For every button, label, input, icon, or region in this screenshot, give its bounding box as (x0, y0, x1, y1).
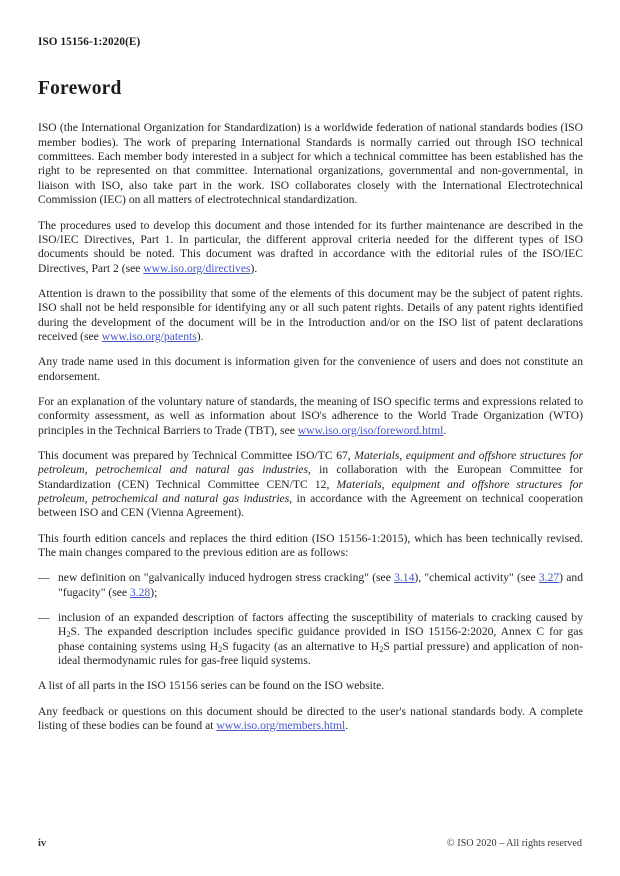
paragraph-committee-preparation (38, 449, 583, 521)
changes-list (38, 571, 583, 668)
change-item-1-text-c: ) and "fugacity" (see (58, 571, 584, 599)
change-item-1-text-d: ); (150, 585, 158, 599)
subscript-h2s-2: 2 (218, 644, 223, 654)
change-item-1-text-b: ), "chemical activity" (see (414, 571, 539, 585)
paragraph-iso-description: ISO (the International Organization for Standardization) is a worldwide federation of national standards bodies (ISO member bodies). The work of preparing International Standards is normally carried out through ISO technical committees. Each member body interested in a subject for which a technical committee has been established has the right to be represented on that committee. International organizations, governmental and non-governmental, in liaison with ISO, also take part in the work. ISO collaborates closely with the International Electrotechnical Commission (IEC) on all matters of electrotechnical standardization. (38, 121, 583, 207)
committee-text-b: , in collaboration with the European Committee for Standardization (CEN) Technical Committee CEN/TC 12, (38, 463, 583, 491)
paragraph-patent-rights-text-b: ). (196, 329, 204, 343)
dash-bullet-icon: — (38, 611, 50, 625)
committee-scope-cen-tc12: Materials, equipment and offshore structures for petroleum, petrochemical and natural gas industries (38, 477, 583, 505)
change-item-1-text-a: new definition on "galvanically induced hydrogen stress cracking" (see (58, 571, 395, 585)
change-item-2-text-c: S fugacity (as an alternative to H (222, 639, 380, 653)
list-item (38, 611, 583, 668)
paragraph-voluntary-nature-text-b: . (443, 423, 447, 437)
link-clause-3-28[interactable]: 3.28 (129, 585, 151, 599)
copyright-notice: © ISO 2020 – All rights reserved (446, 838, 582, 849)
paragraph-procedures (38, 219, 583, 276)
document-body (38, 78, 583, 733)
paragraph-feedback (38, 705, 583, 734)
link-clause-3-27[interactable]: 3.27 (538, 571, 560, 585)
paragraph-procedures-text-a: The procedures used to develop this document and those intended for its further maintenance are described in the ISO/IEC Directives, Part 1. In particular, the different approval criteria needed for the different types of ISO documents should be noted. This document was drafted in accordance with the editorial rules of the ISO/IEC Directives, Part 2 (see (38, 218, 583, 275)
subscript-h2s-1: 2 (66, 630, 71, 640)
committee-text-a: This document was prepared by Technical Committee ISO/TC 67, (38, 448, 355, 462)
paragraph-patent-rights-text-a: Attention is drawn to the possibility that some of the elements of this document may be the subject of patent rights. ISO shall not be held responsible for identifying any or all such patent rights. Details of any patent rights identified during the development of the document will be in the Introduction and/or on the ISO list of patent declarations received (see (38, 286, 583, 343)
link-iso-directives[interactable]: www.iso.org/directives (143, 261, 251, 275)
paragraph-feedback-text-b: . (345, 719, 349, 733)
paragraph-voluntary-nature-text-a: For an explanation of the voluntary nature of standards, the meaning of ISO specific terms and expressions related to conformity assessment, as well as information about ISO's adherence to the World Trade Organization (WTO) principles in the Technical Barriers to Trade (TBT), see (38, 394, 583, 437)
page-number: iv (38, 838, 47, 849)
link-clause-3-14[interactable]: 3.14 (394, 571, 415, 585)
committee-text-c: , in accordance with the Agreement on technical cooperation between ISO and CEN (Vienna Agreement). (38, 492, 584, 520)
committee-scope-tc67: Materials, equipment and offshore structures for petroleum, petrochemical and natural gas industries (38, 448, 583, 477)
paragraph-fourth-edition: This fourth edition cancels and replaces the third edition (ISO 15156-1:2015), which has been technically revised. The main changes compared to the previous edition are as follows: (38, 531, 583, 560)
change-item-2-text-a: inclusion of an expanded description of factors affecting the susceptibility of materials to cracking caused by H (58, 611, 583, 639)
link-iso-patents[interactable]: www.iso.org/patents (101, 329, 197, 343)
paragraph-feedback-text-a: Any feedback or questions on this document should be directed to the user's national standards body. A complete listing of these bodies can be found at (38, 704, 583, 733)
paragraph-procedures-text-b: ). (250, 261, 258, 275)
paragraph-trade-name: Any trade name used in this document is information given for the convenience of users and does not constitute an endorsement. (38, 355, 583, 383)
change-item-2-text-b: S. The expanded description includes specific guidance provided in ISO 15156-2:2020, Annex C for gas phase containing systems using H (58, 625, 583, 653)
page-title: Foreword (38, 78, 122, 99)
paragraph-patent-rights (38, 287, 583, 344)
subscript-h2s-3: 2 (379, 644, 384, 654)
dash-bullet-icon: — (38, 571, 50, 585)
running-head: ISO 15156-1:2020(E) (38, 36, 141, 48)
link-iso-foreword[interactable]: www.iso.org/iso/foreword.html (297, 423, 444, 437)
page-footer (38, 838, 582, 854)
list-item (38, 571, 583, 600)
change-item-2-text-d: S partial pressure) and application of non-ideal thermodynamic rules for gas-free liquid systems. (58, 639, 583, 668)
paragraph-parts-list: A list of all parts in the ISO 15156 series can be found on the ISO website. (38, 679, 385, 693)
link-iso-members[interactable]: www.iso.org/members.html (216, 719, 346, 733)
paragraph-voluntary-nature (38, 395, 583, 438)
